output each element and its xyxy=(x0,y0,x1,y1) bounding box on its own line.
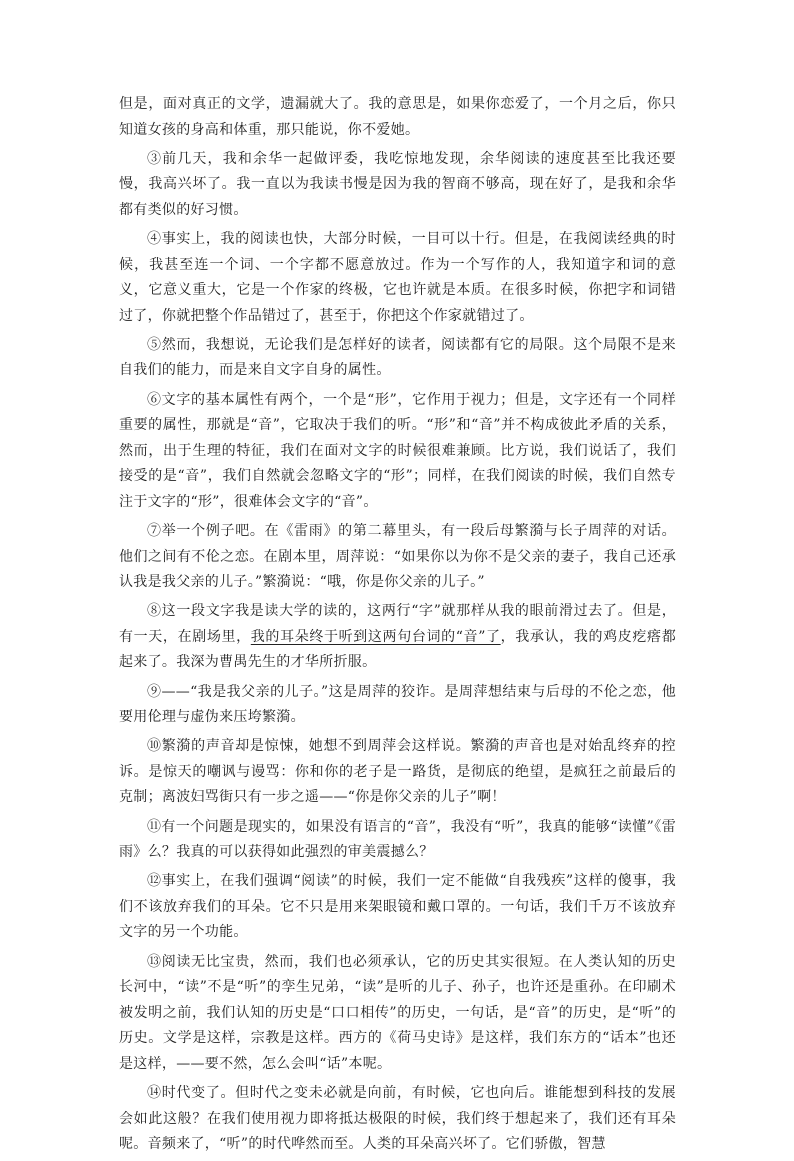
paragraph-9: ⑨——“我是我父亲的儿子。”这是周萍的狡诈。是周萍想结束与后母的不伦之恋，他要用伦理与虚伪来压垮繁漪。 xyxy=(119,683,676,726)
paragraph-8-after: ，我承认，我的鸡皮疙瘩都起来了。我深为曹禺先生的才华所折服。 xyxy=(119,628,676,671)
underlined-sentence: 我的耳朵终于听到这两句台词的“音”了 xyxy=(250,628,501,645)
paragraph-6: ⑥文字的基本属性有两个，一个是“形”，它作用于视力；但是，文字还有一个同样重要的属性，那就是“音”，它取决于我们的听。“形”和“音”并不构成彼此矛盾的关系，然而，出于生理的特征，我们在面对文字的时候很难兼顾。比方说，我们说话了，我们接受的是“音”，我们自然就会忽略文字的“形”；同样，在我们阅读的时候，我们自然专注于文字的“形”，很难体会文字的“音”。 xyxy=(119,391,676,510)
paragraph-12: ⑫事实上，在我们强调“阅读”的时候，我们一定不能做“自我残疾”这样的傻事，我们不该放弃我们的耳朵。它不只是用来架眼镜和戴口罩的。一句话，我们千万不该放弃文字的另一个功能。 xyxy=(119,873,676,941)
paragraph-3: ③前几天，我和余华一起做评委，我吃惊地发现，余华阅读的速度甚至比我还要慢，我高兴坏了。我一直以为我读书慢是因为我的智商不够高，现在好了，是我和余华都有类似的好习惯。 xyxy=(119,150,676,218)
paragraph-11: ⑪有一个问题是现实的，如果没有语言的“音”，我没有“听”，我真的能够“读懂”《雷雨》么？我真的可以获得如此强烈的审美震撼么？ xyxy=(119,818,676,861)
paragraph-10: ⑩繁漪的声音却是惊悚，她想不到周萍会这样说。繁漪的声音也是对始乱终弃的控诉。是惊天的嘲讽与谩骂：你和你的老子是一路货，是彻底的绝望，是疯狂之前最后的克制；离波妇骂街只有一步之遥——“你是你父亲的儿子”啊！ xyxy=(119,738,676,806)
paragraph-8-before: ⑧这一段文字我是读大学的读的，这两行“字”就那样从我的眼前滑过去了。但是，有一天，在剧场里， xyxy=(119,603,676,645)
paragraph-5: ⑤然而，我想说，无论我们是怎样好的读者，阅读都有它的局限。这个局限不是来自我们的能力，而是来自文字自身的属性。 xyxy=(119,336,676,379)
article-body xyxy=(119,92,676,1161)
paragraph-13: ⑬阅读无比宝贵，然而，我们也必须承认，它的历史其实很短。在人类认知的历史长河中，“读”不是“听”的孪生兄弟，“读”是听的儿子、孙子，也许还是重孙。在印刷术被发明之前，我们认知的历史是“口口相传”的历史，一句话，是“音”的历史，是“听”的历史。文学是这样，宗教是这样。西方的《荷马史诗》是这样，我们东方的“话本”也还是这样，——要不然，怎么会叫“话”本呢。 xyxy=(119,953,676,1072)
paragraph-8 xyxy=(119,599,676,676)
paragraph-14: ⑭时代变了。但时代之变未必就是向前，有时候，它也向后。谁能想到科技的发展会如此这般？在我们使用视力即将抵达极限的时候，我们终于想起来了，我们还有耳朵呢。音频来了，“听”的时代哗然而至。人类的耳朵高兴坏了。它们骄傲，智慧 xyxy=(119,1084,676,1153)
paragraph-7: ⑦举一个例子吧。在《雷雨》的第二幕里头，有一段后母繁漪与长子周萍的对话。他们之间有不伦之恋。在剧本里，周萍说：“如果你以为你不是父亲的妻子，我自己还承认我是我父亲的儿子。”繁漪说：“哦，你是你父亲的儿子。” xyxy=(119,523,676,591)
paragraph-continuation: 但是，面对真正的文学，遗漏就大了。我的意思是，如果你恋爱了，一个月之后，你只知道女孩的身高和体重，那只能说，你不爱她。 xyxy=(119,96,676,138)
paragraph-4: ④事实上，我的阅读也快，大部分时候，一目可以十行。但是，在我阅读经典的时候，我甚至连一个词、一个字都不愿意放过。作为一个写作的人，我知道字和词的意义，它意义重大，它是一个作家的终极，它也许就是本质。在很多时候，你把字和词错过了，你就把整个作品错过了，甚至于，你把这个作家就错过了。 xyxy=(119,230,676,324)
